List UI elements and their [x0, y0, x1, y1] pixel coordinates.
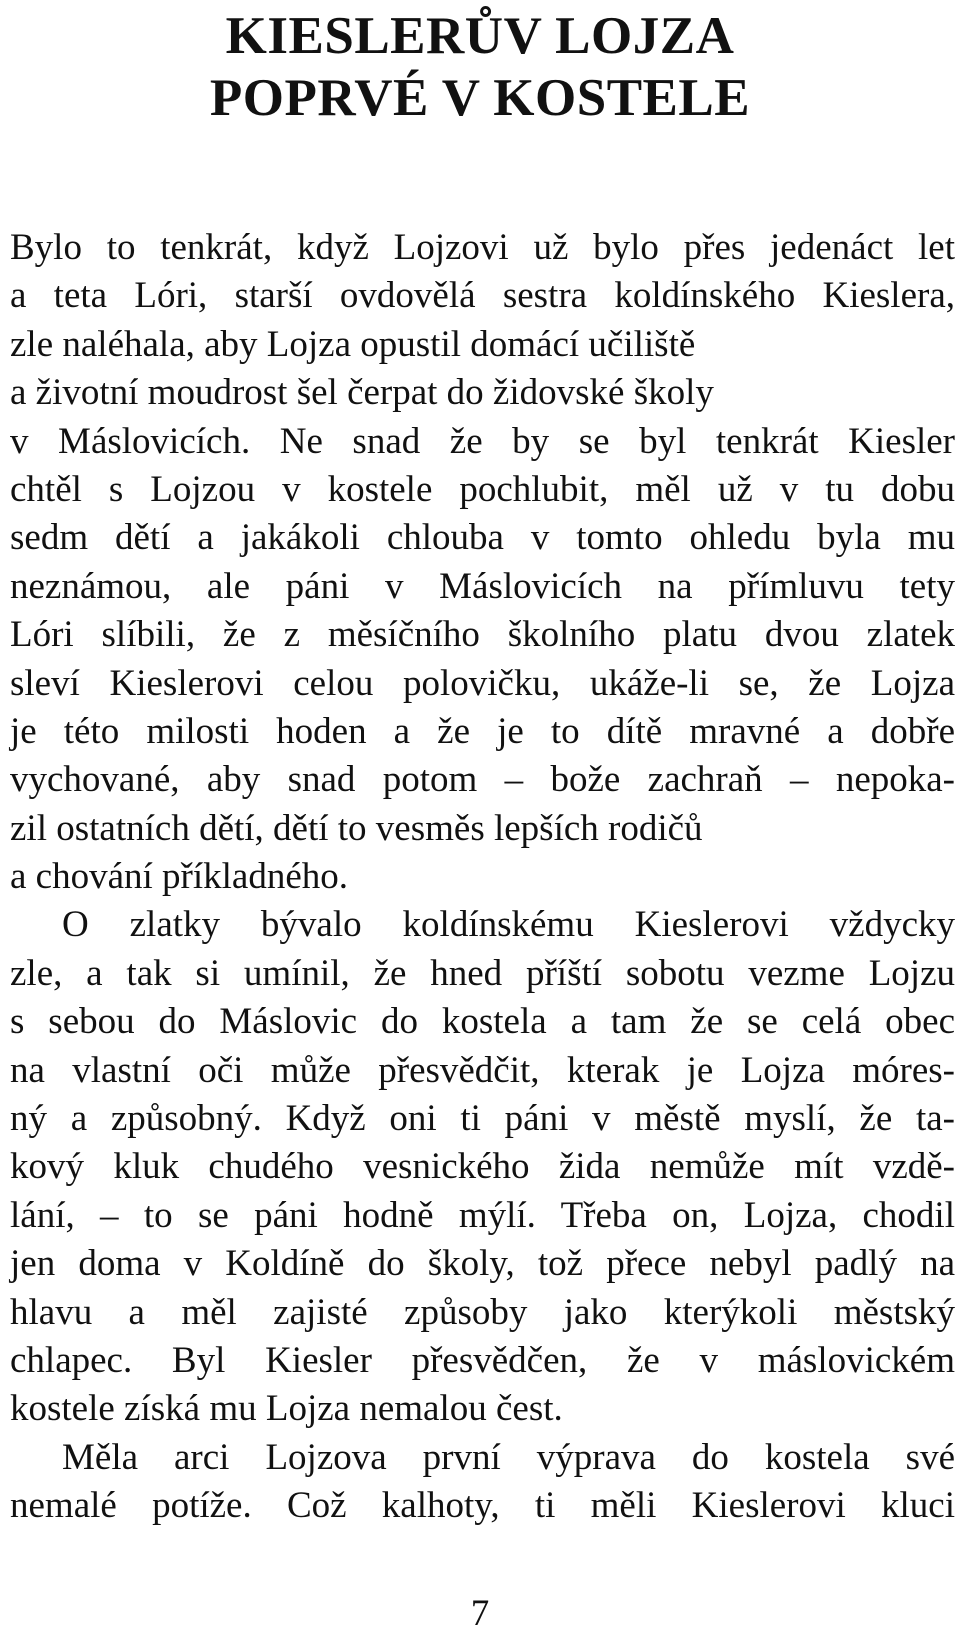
- text-line: sleví Kieslerovi celou polovičku, ukáže-li se, že Lojza: [10, 662, 955, 704]
- text-line: jen doma v Koldíně do školy, tož přece nebyl padlý na: [10, 1243, 955, 1285]
- chapter-title-line-1: KIESLERŮV LOJZA: [225, 7, 735, 65]
- text-line: hlavu a měl zajisté způsoby jako kterýkoli městský: [10, 1291, 955, 1333]
- text-line: a chování příkladného.: [10, 856, 349, 898]
- text-line: na vlastní oči může přesvědčit, kterak je Lojza móres-: [10, 1049, 955, 1091]
- text-line: zil ostatních dětí, dětí to vesměs lepších rodičů: [10, 807, 703, 849]
- body-text: [10, 224, 955, 1531]
- text-line: vychované, aby snad potom – bože zachraň – nepoka-: [10, 759, 955, 801]
- text-line: kostele získá mu Lojza nemalou čest.: [10, 1388, 563, 1430]
- text-line: lání, – to se páni hodně mýlí. Třeba on, Lojza, chodil: [10, 1194, 955, 1236]
- text-line: neznámou, ale páni v Máslovicích na přímluvu tety: [10, 565, 955, 607]
- text-line: chlapec. Byl Kiesler přesvědčen, že v máslovickém: [10, 1339, 955, 1381]
- text-line: v Máslovicích. Ne snad že by se byl tenkrát Kiesler: [10, 420, 955, 462]
- text-line: Měla arci Lojzova první výprava do kostela své: [62, 1436, 955, 1478]
- text-line: je této milosti hoden a že je to dítě mravné a dobře: [10, 710, 955, 752]
- page-number: 7: [470, 1593, 490, 1634]
- text-line: a teta Lóri, starší ovdovělá sestra koldínského Kieslera,: [10, 275, 955, 317]
- text-line: ný a způsobný. Když oni ti páni v městě myslí, že ta-: [10, 1098, 955, 1140]
- text-line: sedm dětí a jakákoli chlouba v tomto ohledu byla mu: [10, 517, 955, 559]
- text-line: zle, a tak si umínil, že hned příští sobotu vezme Lojzu: [10, 952, 955, 994]
- text-line: Lóri slíbili, že z měsíčního školního platu dvou zlatek: [10, 614, 955, 656]
- text-line: O zlatky bývalo koldínskému Kieslerovi vždycky: [62, 904, 955, 946]
- text-line: a životní moudrost šel čerpat do židovské školy: [10, 372, 714, 414]
- chapter-title-line-2: POPRVÉ V KOSTELE: [209, 69, 751, 127]
- text-line: kový kluk chudého vesnického žida nemůže mít vzdě-: [10, 1146, 955, 1188]
- text-line: nemalé potíže. Což kalhoty, ti měli Kieslerovi kluci: [10, 1485, 955, 1527]
- text-line: zle naléhala, aby Lojza opustil domácí učiliště: [10, 323, 696, 365]
- text-line: chtěl s Lojzou v kostele pochlubit, měl už v tu dobu: [10, 468, 955, 510]
- text-line: Bylo to tenkrát, když Lojzovi už bylo přes jedenáct let: [10, 227, 955, 268]
- text-line: s sebou do Máslovic do kostela a tam že se celá obec: [10, 1001, 955, 1043]
